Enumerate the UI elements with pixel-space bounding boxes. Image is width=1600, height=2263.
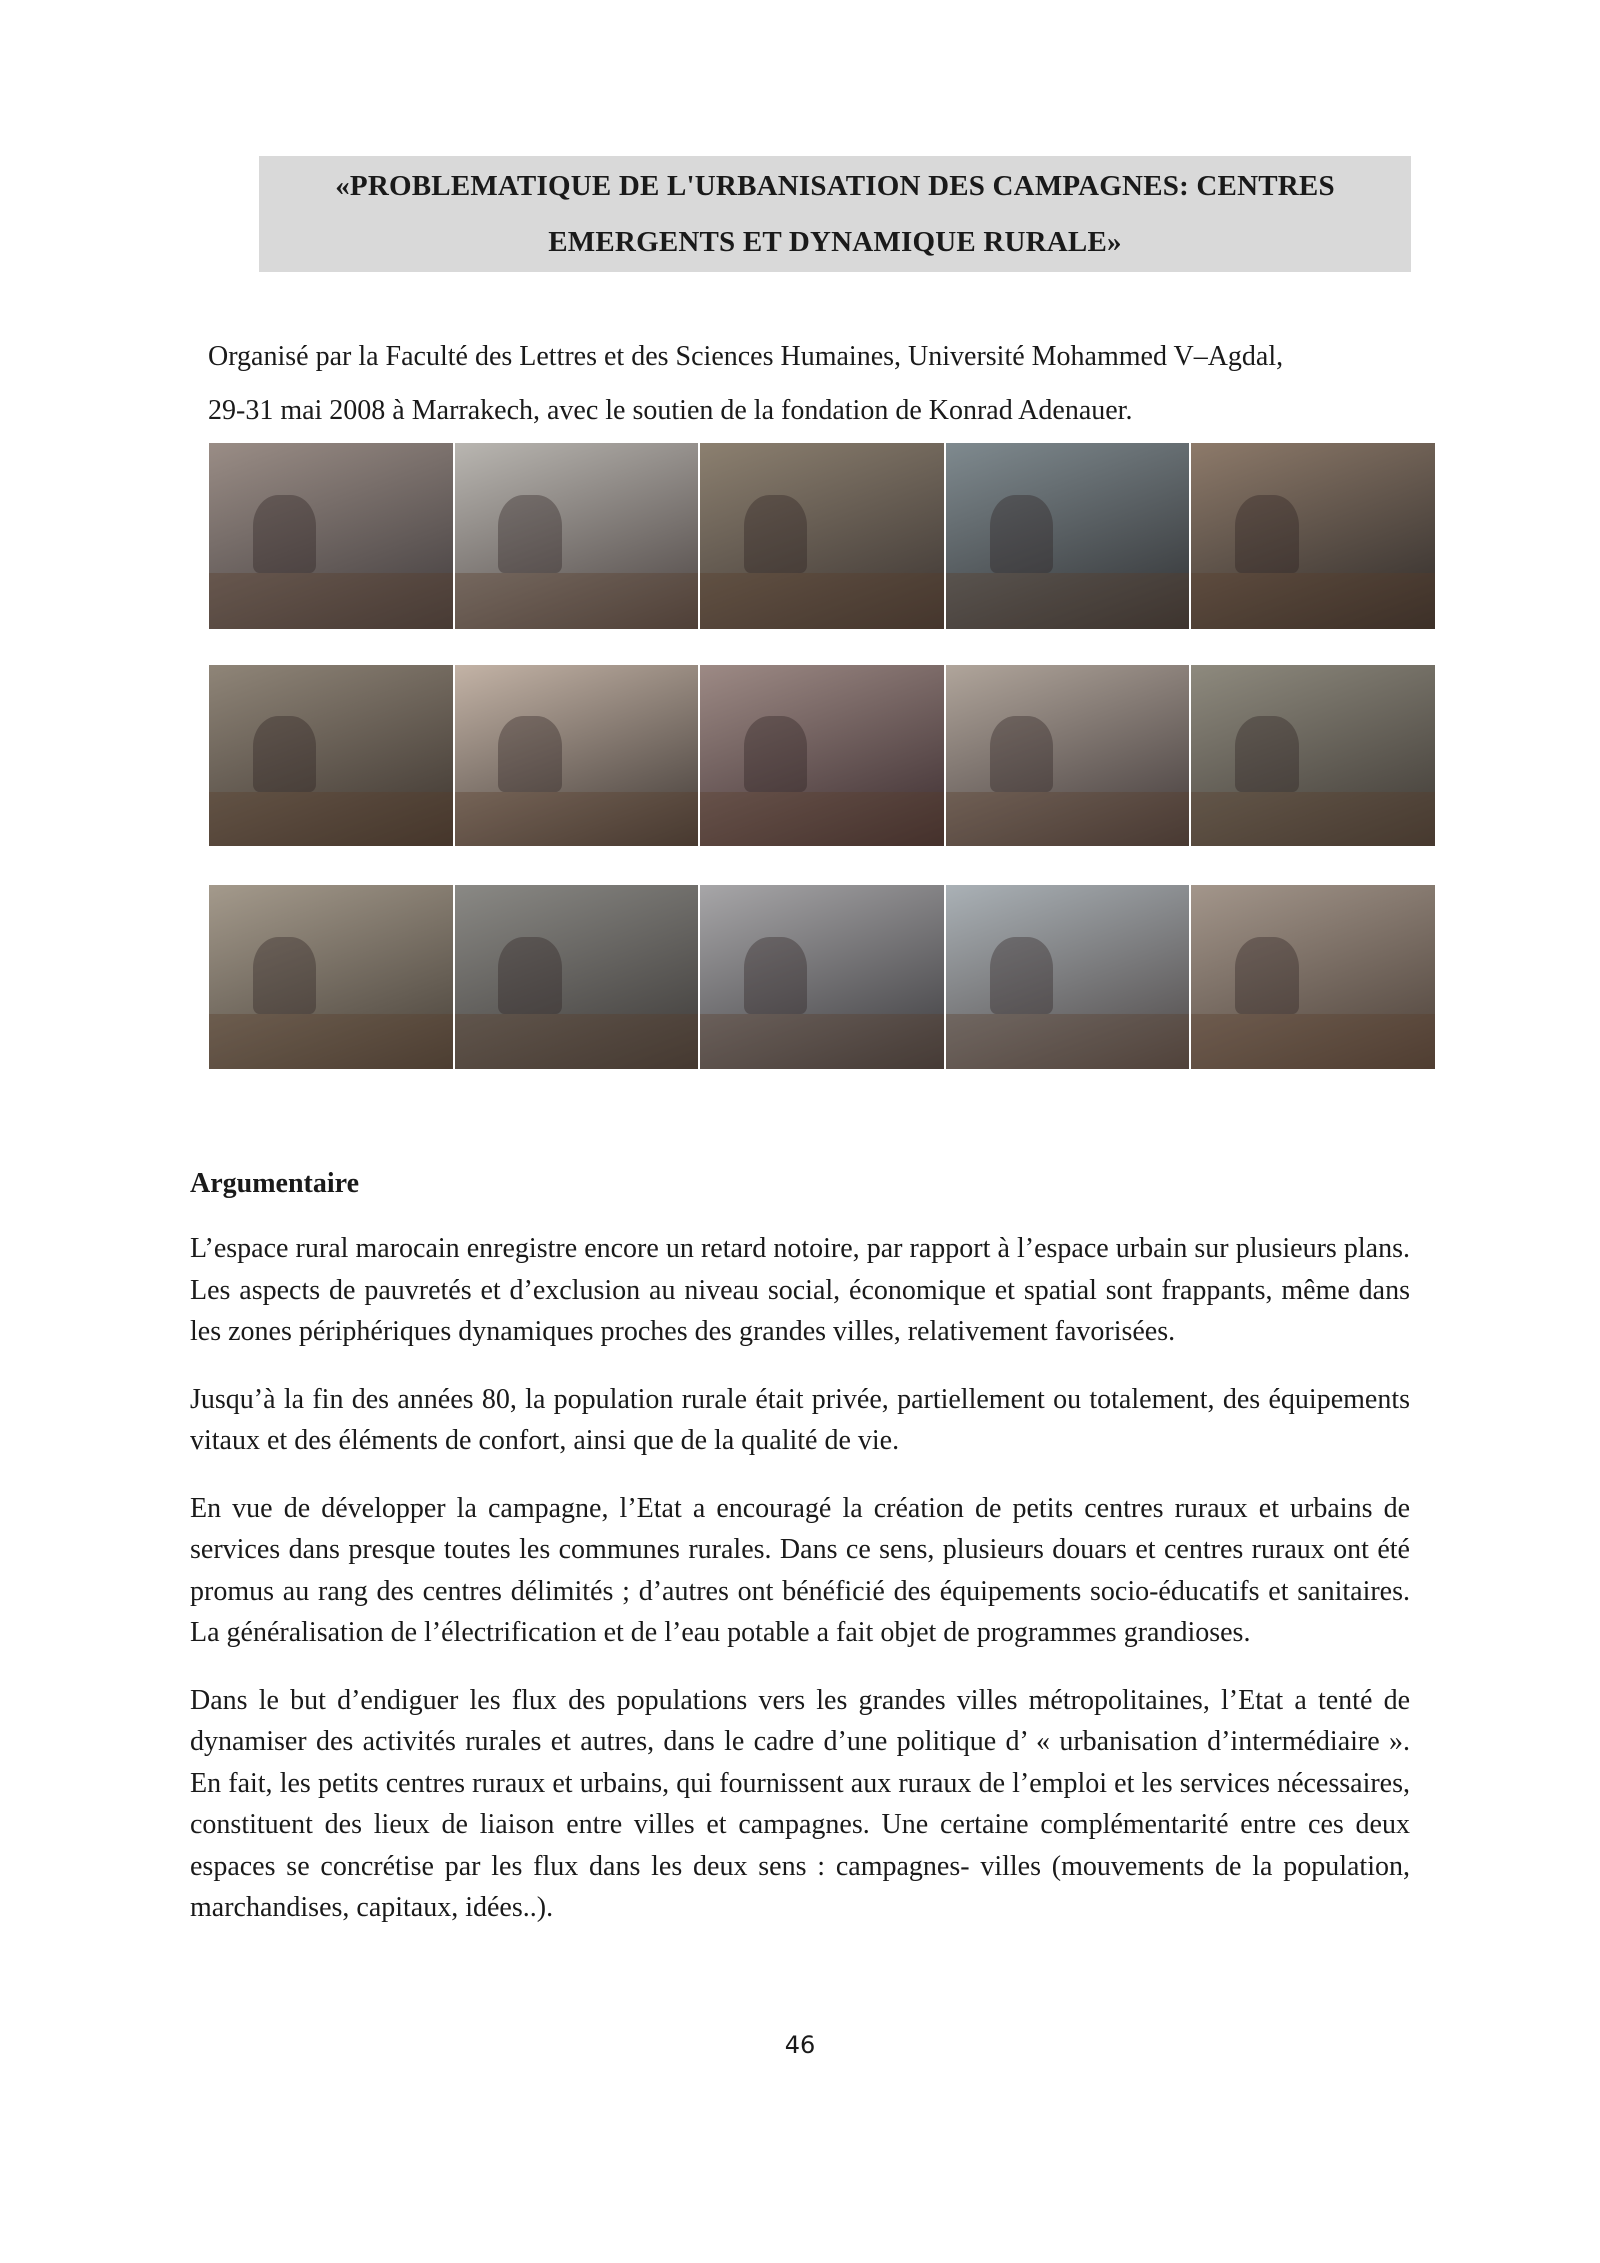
page-number: 46 xyxy=(784,2031,816,2059)
title-line-1: «PROBLEMATIQUE DE L'URBANISATION DES CAMPAGNES: CENTRES xyxy=(335,170,1335,202)
meeting-photo xyxy=(946,665,1190,846)
organizer-text xyxy=(208,330,1428,438)
photo-row-3 xyxy=(209,885,1435,1069)
meeting-photo xyxy=(700,885,944,1069)
meeting-photo xyxy=(209,443,453,629)
meeting-photo xyxy=(946,443,1190,629)
paragraph: L’espace rural marocain enregistre encore un retard notoire, par rapport à l’espace urbain sur plusieurs plans. Les aspects de pauvretés et d’exclusion au niveau social, économique et spatial sont frappants, même dans les zones périphériques dynamiques proches des grandes villes, relativement favorisées. xyxy=(190,1233,1410,1347)
body-text xyxy=(190,1228,1410,1955)
meeting-photo xyxy=(209,665,453,846)
title-box xyxy=(259,156,1411,272)
meeting-photo xyxy=(455,665,699,846)
organizer-line-1: Organisé par la Faculté des Lettres et des Sciences Humaines, Université Mohammed V–Agdal, xyxy=(208,341,1284,372)
meeting-photo xyxy=(700,443,944,629)
organizer-line-2: 29-31 mai 2008 à Marrakech, avec le soutien de la fondation de Konrad Adenauer. xyxy=(208,395,1133,426)
meeting-photo xyxy=(1191,885,1435,1069)
meeting-photo xyxy=(1191,443,1435,629)
meeting-photo xyxy=(700,665,944,846)
paragraph: Dans le but d’endiguer les flux des populations vers les grandes villes métropolitaines, l’Etat a tenté de dynamiser des activités rurales et autres, dans le cadre d’une politique d’ « urbanisation d’intermédiaire ». En fait, les petits centres ruraux et urbains, qui fournissent aux ruraux de l’emploi et les services nécessaires, constituent des lieux de liaison entre villes et campagnes. Une certaine complémentarité entre ces deux espaces se concrétise par les flux dans les deux sens : campagnes- villes (mouvements de la population, marchandises, capitaux, idées..). xyxy=(190,1684,1410,1923)
meeting-photo xyxy=(946,885,1190,1069)
photo-row-2 xyxy=(209,665,1435,846)
meeting-photo xyxy=(209,885,453,1069)
meeting-photo xyxy=(1191,665,1435,846)
meeting-photo xyxy=(455,443,699,629)
section-heading: Argumentaire xyxy=(190,1168,359,1199)
title-line-2: EMERGENTS ET DYNAMIQUE RURALE» xyxy=(548,226,1122,258)
paragraph: En vue de développer la campagne, l’Etat a encouragé la création de petits centres ruraux et urbains de services dans presque toutes les communes rurales. Dans ce sens, plusieurs douars et centres ruraux ont été promus au rang des centres délimités ; d’autres ont bénéficié des équipements socio-éducatifs et sanitaires. La généralisation de l’électrification et de l’eau potable a fait objet de programmes grandioses. xyxy=(190,1492,1410,1648)
photo-row-1 xyxy=(209,443,1435,629)
meeting-photo xyxy=(455,885,699,1069)
paragraph: Jusqu’à la fin des années 80, la population rurale était privée, partiellement ou totalement, des équipements vitaux et des éléments de confort, ainsi que de la qualité de vie. xyxy=(190,1383,1410,1456)
